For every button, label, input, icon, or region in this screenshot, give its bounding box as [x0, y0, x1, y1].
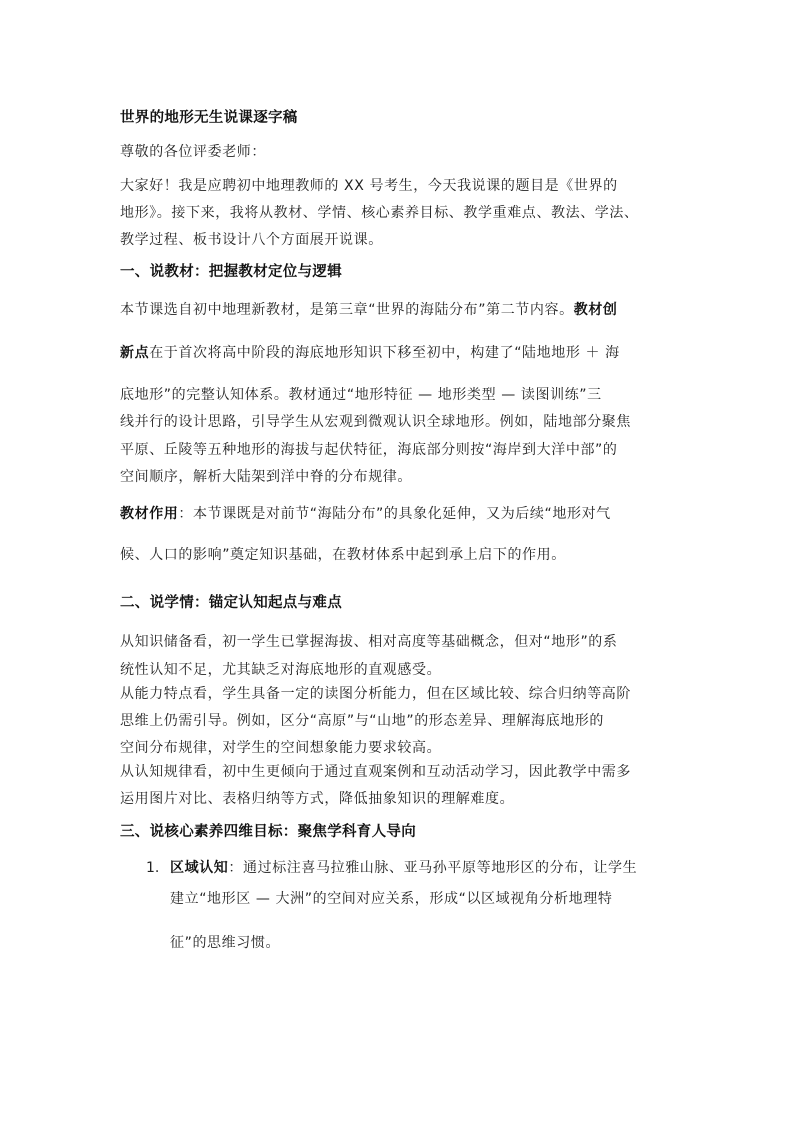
goal-item-1-line2: 建立“地形区 — 大洲”的空间对应关系，形成“以区域视角分析地理特 — [170, 891, 613, 907]
goal-item-1-line3: 征”的思维习惯。 — [170, 935, 281, 951]
bold-span: 新点 — [120, 345, 150, 361]
section-heading-students: 二、说学情：锚定认知起点与难点 — [120, 595, 342, 611]
text-span: ：本节课既是对前节“海陆分布”的具象化延伸，又为后续“地形对气 — [178, 506, 611, 522]
bold-span: 区域认知 — [170, 860, 229, 876]
section-heading-goals: 三、说核心素养四维目标：聚焦学科育人导向 — [120, 824, 416, 840]
section1-para1-line4: 线并行的设计思路，引导学生从宏观到微观认识全球地形。例如，陆地部分聚焦 — [120, 414, 631, 430]
section2-line3: 从能力特点看，学生具备一定的读图分析能力，但在区域比较、综合归纳等高阶 — [120, 686, 631, 702]
section2-line6: 从认知规律看，初中生更倾向于通过直观案例和互动活动学习，因此教学中需多 — [120, 764, 631, 780]
text-span: ：通过标注喜马拉雅山脉、亚马孙平原等地形区的分布，让学生 — [228, 860, 638, 876]
section2-line2: 统性认知不足，尤其缺乏对海底地形的直观感受。 — [120, 662, 442, 678]
section1-para1-line5: 平原、丘陵等五种地形的海拔与起伏特征，海底部分则按“海岸到大洋中部”的 — [120, 442, 618, 458]
intro-line-1: 大家好！我是应聘初中地理教师的 XX 号考生，今天我说课的题目是《世界的 — [120, 178, 618, 194]
section2-line1: 从知识储备看，初一学生已掌握海拔、相对高度等基础概念，但对“地形”的系 — [120, 634, 618, 650]
bold-span: 教材创 — [573, 302, 618, 318]
intro-line-3: 教学过程、板书设计八个方面展开说课。 — [120, 232, 383, 248]
section1-para1-line3: 底地形”的完整认知体系。教材通过“地形特征 — 地形类型 — 读图训练”三 — [120, 387, 602, 403]
bold-span: 教材作用 — [120, 506, 179, 522]
text-span: 本节课选自初中地理新教材，是第三章“世界的海陆分布”第二节内容。 — [120, 302, 574, 318]
section2-line5: 空间分布规律，对学生的空间想象能力要求较高。 — [120, 740, 442, 756]
section2-line4: 思维上仍需引导。例如，区分“高原”与“山地”的形态差异、理解海底地形的 — [120, 713, 605, 729]
section1-para2-line2: 候、人口的影响”奠定知识基础，在教材体系中起到承上启下的作用。 — [120, 547, 566, 563]
section2-line7: 运用图片对比、表格归纳等方式，降低抽象知识的理解难度。 — [120, 791, 515, 807]
greeting: 尊敬的各位评委老师： — [120, 144, 266, 160]
intro-line-2: 地形》。接下来，我将从教材、学情、核心素养目标、教学重难点、教法、学法、 — [120, 205, 639, 221]
section1-para1-line6: 空间顺序，解析大陆架到洋中脊的分布规律。 — [120, 469, 412, 485]
document-title: 世界的地形无生说课逐字稿 — [120, 110, 298, 126]
section1-para1-line2 — [120, 343, 680, 363]
list-number: 1. — [146, 860, 160, 876]
text-span: 在于首次将高中阶段的海底地形知识下移至初中，构建了“陆地地形 ＋ 海 — [149, 345, 620, 361]
goal-item-1-line1 — [170, 858, 670, 878]
section-heading-textbook: 一、说教材：把握教材定位与逻辑 — [120, 264, 342, 280]
section1-para2-line1 — [120, 504, 680, 524]
section1-para1-line1 — [120, 300, 680, 320]
